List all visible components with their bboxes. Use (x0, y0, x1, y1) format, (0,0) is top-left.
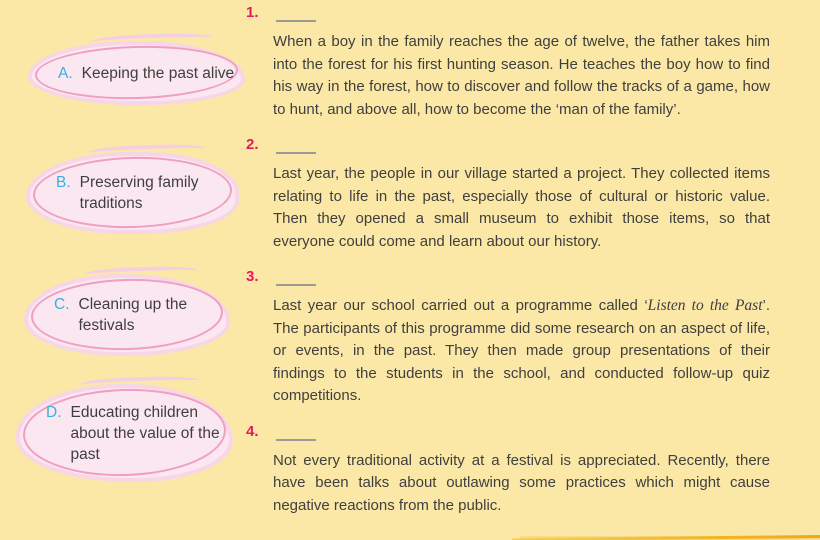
option-label-a: Keeping the past alive (81, 64, 235, 82)
option-letter-a: A. (58, 64, 73, 82)
question-number: 2. (246, 136, 259, 153)
option-c-content (28, 294, 226, 336)
option-letter-b: B. (56, 174, 71, 191)
question-paragraph (273, 295, 770, 408)
question-paragraph (273, 163, 770, 253)
questions-column (246, 2, 772, 530)
option-bubble-b (26, 152, 239, 234)
answer-blank (276, 4, 316, 22)
answer-blank (276, 136, 316, 154)
question-number: 3. (246, 268, 259, 285)
option-label-c: Cleaning up the festivals (78, 296, 188, 334)
option-letter-d: D. (46, 403, 62, 421)
option-b-content (30, 172, 230, 214)
option-a-content (32, 63, 234, 84)
answer-blank (276, 268, 316, 286)
option-bubble-d (16, 384, 233, 482)
question-paragraph (273, 31, 770, 121)
question-4 (246, 421, 772, 518)
programme-title-italic: Listen to the Past (647, 297, 763, 314)
paragraph-text: ’. The participants of this programme did some research on an aspect of life, or events, in the past. They then made group presentations of their findings to the students in the school, and conducted follow-up quiz competitions. (273, 297, 770, 404)
question-paragraph (273, 450, 770, 518)
question-3-header (246, 266, 772, 286)
question-number: 4. (246, 422, 259, 440)
question-2-header (246, 134, 772, 154)
option-label-b: Preserving family traditions (79, 174, 199, 212)
question-3 (246, 266, 772, 408)
paragraph-text: Last year, the people in our village started a project. They collected items relating to life in the past, especially those of cultural or historic value. Then they opened a small museum to exhibit those items, so that everyone could come and learn about our history. (273, 165, 770, 250)
question-1-header (246, 2, 772, 22)
paragraph-text: Not every traditional activity at a festival is appreciated. Recently, there have been talks about outlawing some practices which might cause negative reactions from the public. (273, 451, 770, 514)
option-letter-c: C. (54, 296, 70, 313)
option-bubble-a (28, 41, 245, 105)
question-number: 1. (246, 4, 259, 21)
paragraph-text: When a boy in the family reaches the age of twelve, the father takes him into the forest for his first hunting season. He teaches the boy how to find his way in the forest, how to discover and follow the tracks of a game, how to hunt, and above all, how to become the ‘man of the family’. (273, 33, 770, 118)
question-1 (246, 2, 772, 121)
option-bubble-c (24, 274, 230, 356)
paragraph-text: Last year our school carried out a programme called ‘ (273, 297, 648, 314)
answer-blank (276, 423, 316, 441)
option-d-content (20, 402, 221, 465)
question-2 (246, 134, 772, 253)
option-label-d: Educating children about the value of the past (70, 403, 220, 463)
question-4-header (246, 421, 772, 441)
